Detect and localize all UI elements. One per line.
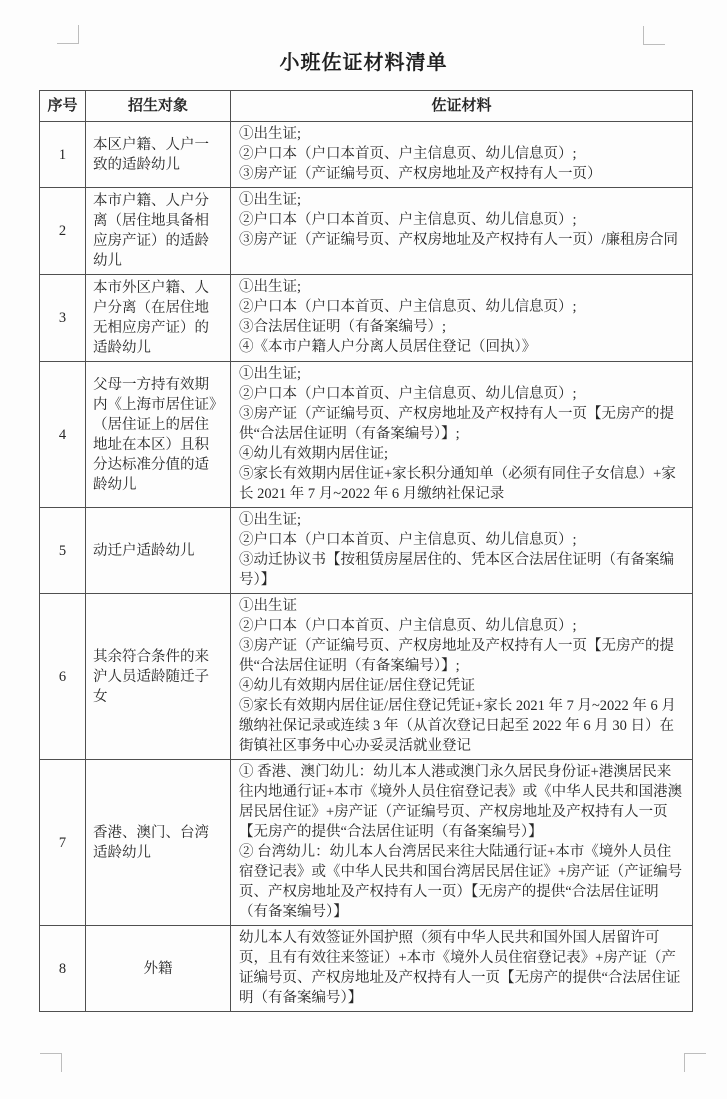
row-number: 7 (40, 760, 86, 926)
table-row (40, 362, 693, 508)
crop-mark-bottom-right (684, 1053, 706, 1072)
row-number: 5 (40, 508, 86, 594)
material-item: ②户口本（户口本首页、户主信息页、幼儿信息页）; (239, 386, 577, 402)
material-item: ③房产证（产证编号页、产权房地址及产权持有人一页）/廉租房合同 (239, 232, 679, 248)
row-target: 香港、澳门、台湾适龄幼儿 (86, 760, 231, 926)
table-row (40, 926, 693, 1012)
row-number: 3 (40, 275, 86, 362)
row-target: 父母一方持有效期内《上海市居住证》（居住证上的居住地址在本区）且积分达标准分值的适龄幼儿 (86, 362, 231, 508)
material-item: ① 香港、澳门幼儿：幼儿本人港或澳门永久居民身份证+港澳居民来往内地通行证+本市《境外人员住宿登记表》或《中华人民共和国港澳居民居住证》+房产证（产证编号页、产权房地址及产权持有人一页【无房产的提供“合法居住证明（有备案编号）】 (239, 764, 683, 840)
materials-table (39, 90, 693, 1012)
material-item: ①出生证; (239, 192, 302, 208)
crop-mark-top-right (643, 26, 665, 45)
material-item: ②户口本（户口本首页、户主信息页、幼儿信息页）; (239, 618, 577, 634)
row-target: 外籍 (86, 926, 231, 1012)
row-materials (231, 188, 693, 275)
material-item: ④幼儿有效期内居住证; (239, 446, 389, 462)
material-item: ③房产证（产证编号页、产权房地址及产权持有人一页【无房产的提供“合法居住证明（有备案编号）】; (239, 406, 674, 442)
table-row (40, 508, 693, 594)
material-item: ③房产证（产证编号页、产权房地址及产权持有人一页） (239, 166, 602, 182)
row-materials (231, 508, 693, 594)
material-item: ③合法居住证明（有备案编号）; (239, 319, 447, 335)
row-target: 动迁户适龄幼儿 (86, 508, 231, 594)
row-number: 8 (40, 926, 86, 1012)
material-item: ④幼儿有效期内居住证/居住登记凭证 (239, 678, 476, 694)
table-row (40, 760, 693, 926)
material-item: ①出生证 (239, 598, 297, 614)
table-row (40, 594, 693, 760)
material-item: 幼儿本人有效签证外国护照（须有中华人民共和国外国人居留许可页，且有有效往来签证）+本市《境外人员住宿登记表》+房产证（产证编号页、产权房地址及产权持有人一页【无房产的提供“合法居住证明（有备案编号）】 (239, 930, 681, 1006)
material-item: ①出生证; (239, 279, 302, 295)
page-title: 小班佐证材料清单 (279, 52, 448, 74)
material-item: ③动迁协议书【按租赁房屋居住的、凭本区合法居住证明（有备案编号）】 (239, 552, 674, 588)
row-target: 本区户籍、人户一致的适龄幼儿 (86, 122, 231, 188)
row-number: 1 (40, 122, 86, 188)
material-item: ①出生证; (239, 512, 302, 528)
material-item: ⑤家长有效期内居住证/居住登记凭证+家长 2021 年 7 月~2022 年 6 月缴纳社保记录或连续 3 年（从首次登记日起至 2022 年 6 月 30 日）在街镇社区事务中心办妥灵活就业登记 (239, 698, 676, 754)
row-materials (231, 926, 693, 1012)
row-materials (231, 122, 693, 188)
row-materials (231, 594, 693, 760)
crop-mark-top-left (57, 25, 79, 44)
material-item: ②户口本（户口本首页、户主信息页、幼儿信息页）; (239, 146, 577, 162)
row-target: 其余符合条件的来沪人员适龄随迁子女 (86, 594, 231, 760)
row-materials (231, 362, 693, 508)
table-row (40, 275, 693, 362)
table-row (40, 188, 693, 275)
material-item: ②户口本（户口本首页、户主信息页、幼儿信息页）; (239, 532, 577, 548)
row-target: 本市户籍、人户分离（居住地具备相应房产证）的适龄幼儿 (86, 188, 231, 275)
row-number: 4 (40, 362, 86, 508)
table-row (40, 122, 693, 188)
row-materials (231, 275, 693, 362)
row-materials (231, 760, 693, 926)
material-item: ④《本市户籍人户分离人员居住登记（回执）》 (239, 339, 537, 355)
crop-mark-bottom-left (40, 1053, 62, 1072)
row-number: 2 (40, 188, 86, 275)
material-item: ② 台湾幼儿：幼儿本人台湾居民来往大陆通行证+本市《境外人员住宿登记表》或《中华人民共和国台湾居民居住证》+房产证（产证编号页、产权房地址及产权持有人一页）【无房产的提供“合法居住证明（有备案编号）】 (239, 844, 683, 920)
material-item: ②户口本（户口本首页、户主信息页、幼儿信息页）; (239, 299, 577, 315)
row-number: 6 (40, 594, 86, 760)
row-target: 本市外区户籍、人户分离（在居住地无相应房产证）的适龄幼儿 (86, 275, 231, 362)
table-header-row (40, 91, 693, 122)
header-supporting-materials: 佐证材料 (231, 91, 693, 122)
material-item: ①出生证; (239, 366, 302, 382)
material-item: ⑤家长有效期内居住证+家长积分通知单（必须有同住子女信息）+家长 2021 年 7 月~2022 年 6 月缴纳社保记录 (239, 466, 676, 502)
material-item: ②户口本（户口本首页、户主信息页、幼儿信息页）; (239, 212, 577, 228)
header-enrollment-target: 招生对象 (86, 91, 231, 122)
header-serial-number: 序号 (40, 91, 86, 122)
material-item: ①出生证; (239, 126, 302, 142)
material-item: ③房产证（产证编号页、产权房地址及产权持有人一页【无房产的提供“合法居住证明（有备案编号）】; (239, 638, 674, 674)
